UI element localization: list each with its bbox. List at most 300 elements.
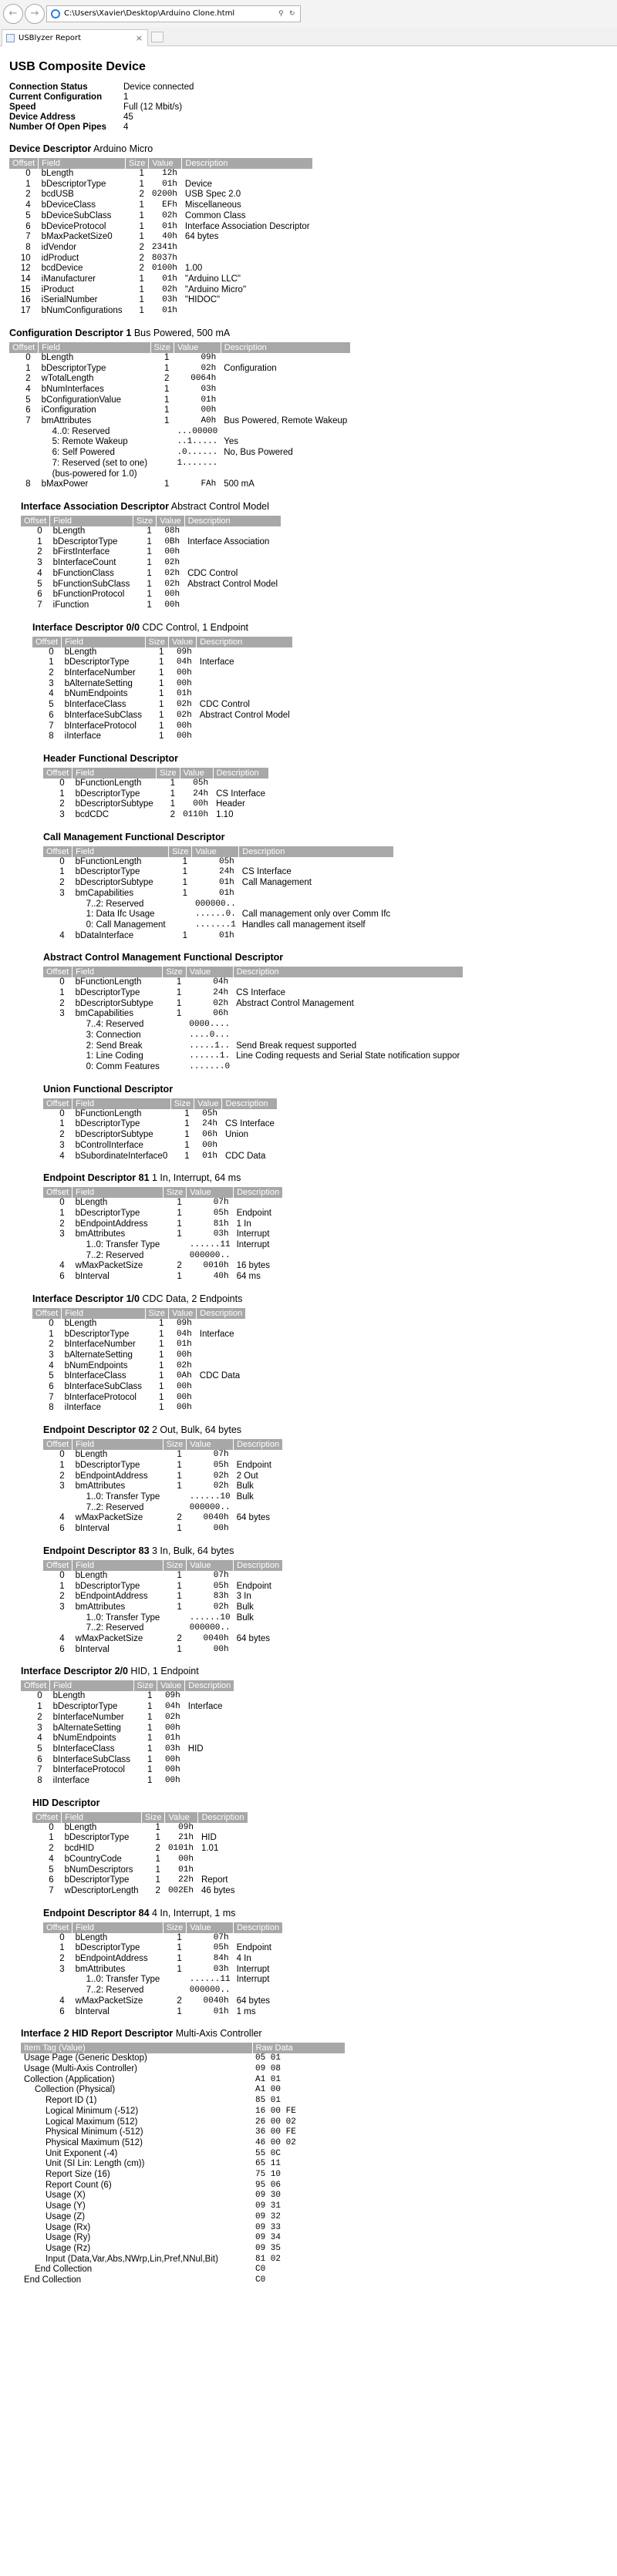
description-cell: Call management only over Comm Ifc [241,910,391,920]
value-cell: 02h [164,558,180,568]
field-cell: iConfiguration [41,405,96,415]
descriptor-section [32,1797,611,1897]
description-cell: 64 bytes [236,1996,271,2006]
size-cell: 1 [182,888,187,898]
descriptor-table [32,1308,246,1414]
header-field: Field [72,1098,171,1109]
value-cell: 00h [201,405,217,415]
table-header-row [43,1098,278,1109]
field-cell: bEndpointAddress [75,1954,148,1964]
value-cell: 24h [202,1119,217,1129]
description-cell: Report [201,1875,228,1885]
size-cell: 2 [155,1885,160,1895]
description-cell [197,731,293,742]
value-cell: 05h [202,1108,217,1118]
size-cell: 1 [177,1229,182,1239]
search-icon[interactable]: ⚲ [278,10,284,18]
table-row [9,243,313,254]
section-heading [21,501,611,512]
description-cell [182,306,313,317]
address-bar[interactable] [46,5,301,22]
size-cell: 1 [139,179,144,189]
offset-cell: 7 [25,416,31,426]
table-header-row [32,1308,246,1319]
offset-cell: 7 [49,1392,54,1402]
field-cell: bEndpointAddress [75,1592,148,1602]
size-cell: 1 [177,1581,182,1591]
size-cell: 1 [147,1702,153,1712]
table-row [43,1592,283,1602]
table-row [32,1865,248,1876]
section-title: Endpoint Descriptor 84 [43,1907,150,1919]
offset-cell [43,1251,72,1262]
table-row [43,999,463,1010]
offset-cell: 0 [25,169,31,178]
size-cell: 1 [184,1108,190,1118]
table-row [21,569,281,580]
description-cell [185,1713,234,1723]
size-cell: 1 [164,352,170,362]
field-cell: bInterval [75,1272,110,1282]
header-description: Description [197,1308,246,1319]
size-cell [163,1503,186,1514]
size-cell: 1 [159,1403,164,1413]
description-cell: Miscellaneous [184,200,241,210]
table-row [43,1130,278,1141]
field-cell: bNumEndpoints [64,689,128,699]
summary-value: 1 [123,92,129,102]
table-row [32,668,293,679]
report-row [21,2191,345,2201]
field-cell: bcdDevice [41,264,83,274]
section-subtitle: CDC Control, 1 Endpoint [139,621,248,633]
raw-data-cell: 26 00 02 [255,2117,296,2127]
offset-cell [43,1031,72,1041]
table-row [43,1450,283,1461]
offset-cell: 8 [49,731,54,742]
description-cell: Configuration [224,363,277,373]
offset-cell: 6 [25,405,31,415]
offset-cell [9,427,39,438]
size-cell: 1 [177,1471,182,1481]
size-cell [163,1041,186,1052]
table-row [21,590,281,600]
offset-cell [43,1062,72,1073]
offset-cell: 3 [37,558,42,568]
table-row [43,779,268,789]
field-cell: (bus-powered for 1.0) [52,469,137,479]
table-row [43,1240,283,1251]
value-cell: 07h [213,1570,229,1580]
field-cell: bSubordinateInterface0 [75,1151,168,1161]
description-cell: CDC Data [224,1151,266,1161]
field-cell: bMaxPacketSize0 [41,232,113,242]
summary-table [9,82,198,133]
field-cell: bNumInterfaces [41,384,104,394]
offset-cell: 7 [25,232,31,242]
back-button[interactable] [3,4,23,24]
offset-cell: 4 [49,689,54,699]
ie-page-icon [51,9,60,18]
description-cell: Header [216,799,245,809]
size-cell: 1 [176,1009,182,1019]
value-cell: 12h [162,169,177,178]
header-field: Field [50,516,133,526]
table-row [9,254,313,264]
summary-key: Device Address [9,113,76,122]
size-cell: 1 [159,1350,164,1360]
offset-cell [43,1986,72,1996]
size-cell: 1 [147,558,152,568]
description-cell: CDC Control [199,700,250,710]
value-cell: 0Ah [176,1371,192,1381]
size-cell: 1 [139,295,144,305]
offset-cell: 7 [49,721,54,731]
offset-cell: 0 [59,977,65,987]
field-cell: bDescriptorType [75,1581,140,1591]
field-cell: bDescriptorType [75,867,140,877]
description-cell: USB Spec 2.0 [184,190,241,200]
item-tag-cell: End Collection [24,2275,82,2285]
value-cell: 03h [162,295,177,305]
arrow-left-icon: ← [8,8,18,19]
report-content [9,60,611,2286]
table-row [32,1371,246,1382]
field-cell: bDescriptorType [52,1702,118,1712]
size-cell: 1 [177,1954,182,1964]
value-cell: 05h [213,1460,229,1470]
description-cell: Line Coding requests and Serial State notification suppor [236,1051,460,1061]
value-cell: 00h [176,1382,192,1392]
table-row [32,731,293,742]
field-cell: bDeviceSubClass [41,210,112,220]
header-offset: Offset [43,1922,72,1933]
offset-cell: 3 [59,1964,65,1974]
summary-key: Speed [9,103,36,112]
size-cell: 1 [159,721,164,731]
table-row [21,1691,234,1702]
value-cell: 24h [213,988,229,998]
description-cell [185,1755,234,1766]
size-cell: 1 [147,536,152,546]
size-cell: 1 [155,1865,160,1875]
description-cell [184,558,281,569]
value-cell: 04h [213,977,229,987]
forward-button[interactable] [25,4,45,24]
offset-cell: 2 [25,190,31,200]
value-cell: 02h [162,284,177,294]
size-cell [150,427,174,438]
offset-cell: 3 [59,1229,65,1239]
table-row [43,1219,283,1230]
field-cell: 7: Reserved (set to one) [52,458,148,468]
table-row [21,600,281,611]
header-offset: Offset [32,1308,62,1319]
report-row [21,2075,345,2086]
summary-row [9,123,198,133]
tab-usblyzer-report[interactable] [2,29,148,46]
offset-cell: 17 [20,306,31,316]
field-cell: bDescriptorType [75,1460,140,1470]
header-value: Value [194,1098,222,1109]
header-offset: Offset [43,967,72,977]
offset-cell: 4 [37,568,42,578]
offset-cell: 3 [59,810,65,820]
descriptor-table [43,1922,283,2018]
header-value: Value [187,1439,234,1450]
summary-value: 4 [123,123,129,132]
section-heading [43,1084,611,1095]
field-cell: bDescriptorType [75,1208,140,1218]
field-cell: bInterfaceProtocol [64,1392,137,1402]
value-cell: 03h [213,1229,229,1239]
field-cell: 4..0: Reserved [52,426,110,436]
value-cell: 02h [164,579,180,589]
table-row [43,878,393,889]
field-cell: 7..4: Reserved [86,1020,144,1030]
field-cell: iManufacturer [41,274,96,284]
description-cell: CS Interface [241,867,292,877]
value-cell: EFh [162,200,177,210]
raw-data-cell: 85 01 [255,2096,282,2106]
header-field: Field [39,158,126,169]
description-cell [197,679,293,690]
field-cell: iInterface [52,1776,89,1786]
header-value: Value [149,158,182,169]
value-cell: 00h [213,1524,229,1534]
table-row [43,1062,463,1073]
field-cell: 7..2: Reserved [86,1502,144,1512]
value-cell: 02h [213,998,229,1008]
value-cell: ......10 [189,1613,231,1623]
raw-data-cell: A1 01 [255,2074,282,2084]
table-row [43,857,393,868]
table-row [43,1623,283,1634]
value-cell: 00h [164,1754,180,1764]
value-cell: 0040h [203,1996,229,2006]
value-cell: 21h [178,1833,194,1843]
field-cell: bLength [75,1198,108,1208]
size-cell: 1 [147,526,152,536]
size-cell: 1 [164,363,170,373]
item-tag-cell: Report Size (16) [46,2170,110,2180]
size-cell: 1 [159,647,164,657]
header-field: Field [72,1922,164,1933]
table-row [21,1755,234,1766]
description-cell [234,1450,283,1461]
offset-cell: 3 [59,1140,65,1150]
field-cell: bmCapabilities [75,1009,134,1019]
value-cell: 00h [176,668,192,678]
description-cell [197,1361,246,1372]
table-row [43,910,393,920]
offset-cell: 0 [37,526,42,536]
field-cell: bDeviceProtocol [41,221,106,231]
value-cell: 04h [164,1702,180,1712]
field-cell: bAlternateSetting [64,1350,133,1360]
refresh-icon[interactable]: ↻ [289,10,295,18]
field-cell: 1..0: Transfer Type [86,1975,160,1985]
table-row [32,711,293,721]
header-size: Size [150,342,174,353]
field-cell: iInterface [64,1403,101,1413]
value-cell: ..1..... [177,437,218,447]
table-row [43,1229,283,1240]
field-cell: bDescriptorType [75,789,140,799]
field-cell: bFunctionSubClass [52,579,130,589]
table-row [9,264,313,274]
value-cell: 01h [162,179,177,189]
section-title: HID Descriptor [32,1797,100,1808]
report-row [21,2275,345,2286]
size-cell: 2 [177,1996,182,2006]
header-offset: Offset [43,1098,72,1109]
header-size: Size [163,1439,186,1450]
report-row [21,2064,345,2075]
header-description: Description [198,1812,248,1823]
close-tab-icon[interactable]: × [135,33,143,43]
section-subtitle: Arduino Micro [91,143,153,154]
value-cell: 00h [164,1776,180,1786]
description-cell [197,1319,246,1330]
value-cell: 0200h [151,190,177,200]
value-cell: 84h [213,1954,229,1964]
summary-key: Number Of Open Pipes [9,123,106,132]
description-cell [213,779,268,789]
raw-data-cell: 95 06 [255,2180,282,2190]
field-cell: bDescriptorType [41,179,106,189]
value-cell: 02h [213,1602,229,1612]
offset-cell: 0 [49,1318,54,1328]
offset-cell: 4 [59,1151,65,1161]
offset-cell: 6 [59,1524,65,1534]
table-header-row [21,2043,345,2053]
table-row [43,1461,283,1471]
offset-cell: 1 [59,789,65,799]
section-title: Interface Descriptor 0/0 [32,621,140,633]
descriptor-section [43,1908,611,2018]
description-cell [233,977,463,988]
offset-cell: 3 [49,678,54,688]
description-cell [184,526,281,537]
value-cell: 02h [176,700,192,710]
table-row [43,1209,283,1219]
field-cell: 7..2: Reserved [86,899,144,909]
item-tag-cell: Unit (SI Lin: Length (cm)) [46,2159,145,2169]
table-row [43,1141,278,1152]
table-row [43,1261,283,1272]
new-tab-button[interactable] [151,32,164,42]
description-cell: 2 Out [236,1471,258,1481]
description-cell [221,385,350,395]
header-description: Description [239,846,393,857]
descriptor-table [9,158,313,317]
header-value: Value [187,1560,234,1571]
description-cell: CS Interface [236,988,286,998]
section-heading [9,143,611,154]
table-row [43,1634,283,1645]
size-cell [169,900,192,910]
value-cell: 00h [176,1403,192,1413]
item-tag-cell: Usage Page (Generic Desktop) [24,2053,147,2063]
value-cell: 09h [176,647,192,657]
size-cell: 1 [159,689,164,699]
report-row [21,2117,345,2128]
field-cell: bInterfaceNumber [64,1340,136,1350]
descriptor-section [32,622,611,742]
field-cell: bDescriptorType [64,657,130,668]
value-cell: 00h [193,799,209,809]
size-cell: 1 [177,2006,182,2016]
size-cell [163,1251,186,1262]
offset-cell: 3 [59,888,65,898]
value-cell: ......1. [189,1051,231,1061]
raw-data-cell: 09 33 [255,2222,282,2232]
header-size: Size [157,768,180,779]
value-cell: 00h [176,731,192,742]
value-cell: 06h [213,1009,229,1019]
table-row [43,1009,463,1020]
table-row [9,211,313,222]
table-row [43,1613,283,1624]
size-cell: 1 [147,590,152,600]
description-cell: CDC Control [187,568,238,578]
table-row [43,1933,283,1944]
offset-cell [43,910,72,920]
value-cell: 83h [213,1592,229,1602]
value-cell: 000000.. [189,1986,231,1996]
table-row [43,1602,283,1613]
offset-cell: 2 [49,668,54,678]
table-row [9,232,313,243]
table-row [43,1492,283,1503]
value-cell: 01h [202,1151,217,1161]
description-cell [221,427,350,438]
size-cell [150,437,174,448]
offset-cell: 8 [25,479,31,489]
table-row [43,2007,283,2018]
description-cell [234,1571,283,1582]
header-description: Description [234,1560,283,1571]
field-cell: bcdCDC [75,810,110,820]
field-cell: idVendor [41,242,77,252]
value-cell: 05h [213,1208,229,1218]
offset-cell: 4 [59,1261,65,1271]
report-row [21,2255,345,2265]
description-cell: 4 In [236,1954,251,1964]
summary-key: Connection Status [9,82,88,92]
table-row [21,1702,234,1713]
table-row [43,1943,283,1954]
table-row [43,1965,283,1976]
size-cell: 1 [177,1932,182,1942]
table-row [32,1875,248,1886]
value-cell: 40h [213,1272,229,1282]
header-value: Value [174,342,221,353]
value-cell: 03h [164,1744,180,1754]
size-cell: 1 [147,1712,153,1722]
header-size: Size [145,1308,168,1319]
field-cell: 1: Line Coding [86,1051,143,1061]
value-cell: 0040h [203,1634,229,1644]
size-cell: 1 [177,1943,182,1953]
field-cell: iProduct [41,284,74,294]
item-tag-cell: Usage (Rx) [46,2222,91,2232]
offset-cell: 5 [49,1371,54,1381]
header-item-tag: Item Tag (Value) [21,2043,252,2053]
value-cell: .......0 [189,1062,231,1071]
description-cell [185,1691,234,1702]
